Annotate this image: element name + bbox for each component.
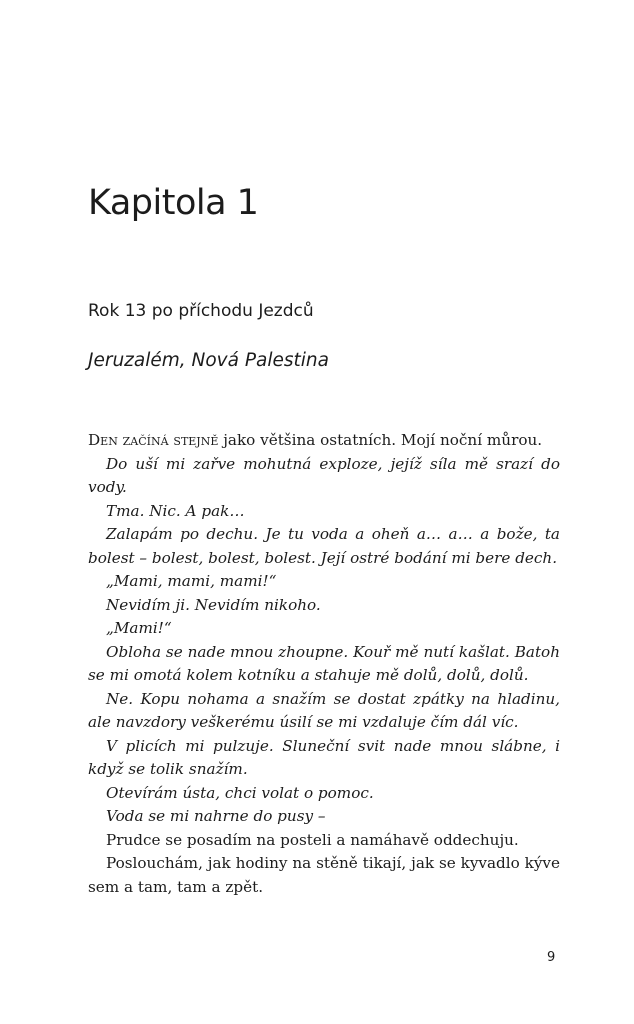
body-paragraph: Prudce se posadím na posteli a namáhavě oddechuju. [106,830,519,849]
body-paragraph: Tma. Nic. A pak… [106,501,245,520]
body-paragraph: „Mami, mami, mami!“ [106,572,277,590]
body-paragraph: Nevidím ji. Nevidím nikoho. [106,595,321,614]
chapter-subtitle: Rok 13 po příchodu Jezdců [88,301,314,321]
page-number: 9 [547,950,556,965]
opening-smallcaps: Den začíná stejně [88,431,219,449]
body-paragraph: Voda se mi nahrne do pusy – [106,807,326,825]
body-paragraph: Obloha se nade mnou zhoupne. Kouř mě nutí kašlat. Batoh se mi omotá kolem kotníku a stahuje mě dolů, dolů, dolů. [88,642,560,684]
body-paragraph: „Mami!“ [106,619,172,637]
body-paragraph: Zalapám po dechu. Je tu voda a oheň a… a… a bože, ta bolest – bolest, bolest, bolest. Její ostré bodání mi bere dech. [88,525,560,567]
chapter-body [88,429,560,899]
body-paragraph: Do uší mi zařve mohutná exploze, jejíž síla mě srazí do vody. [88,454,560,496]
opening-rest: jako většina ostatních. Mojí noční můrou. [218,431,543,449]
chapter-location: Jeruzalém, Nová Palestina [88,350,329,371]
chapter-title: Kapitola 1 [88,183,259,223]
opening-paragraph [88,429,560,453]
body-paragraph: Poslouchám, jak hodiny na stěně tikají, jak se kyvadlo kýve sem a tam, tam a zpět. [88,854,560,896]
body-paragraph: V plicích mi pulzuje. Sluneční svit nade mnou slábne, i když se tolik snažím. [88,736,560,778]
body-paragraph: Otevírám ústa, chci volat o pomoc. [106,783,374,802]
body-paragraph: Ne. Kopu nohama a snažím se dostat zpátky na hladinu, ale navzdory veškerému úsilí se mi vzdaluje čím dál víc. [88,689,560,731]
paragraph-list [88,453,560,900]
